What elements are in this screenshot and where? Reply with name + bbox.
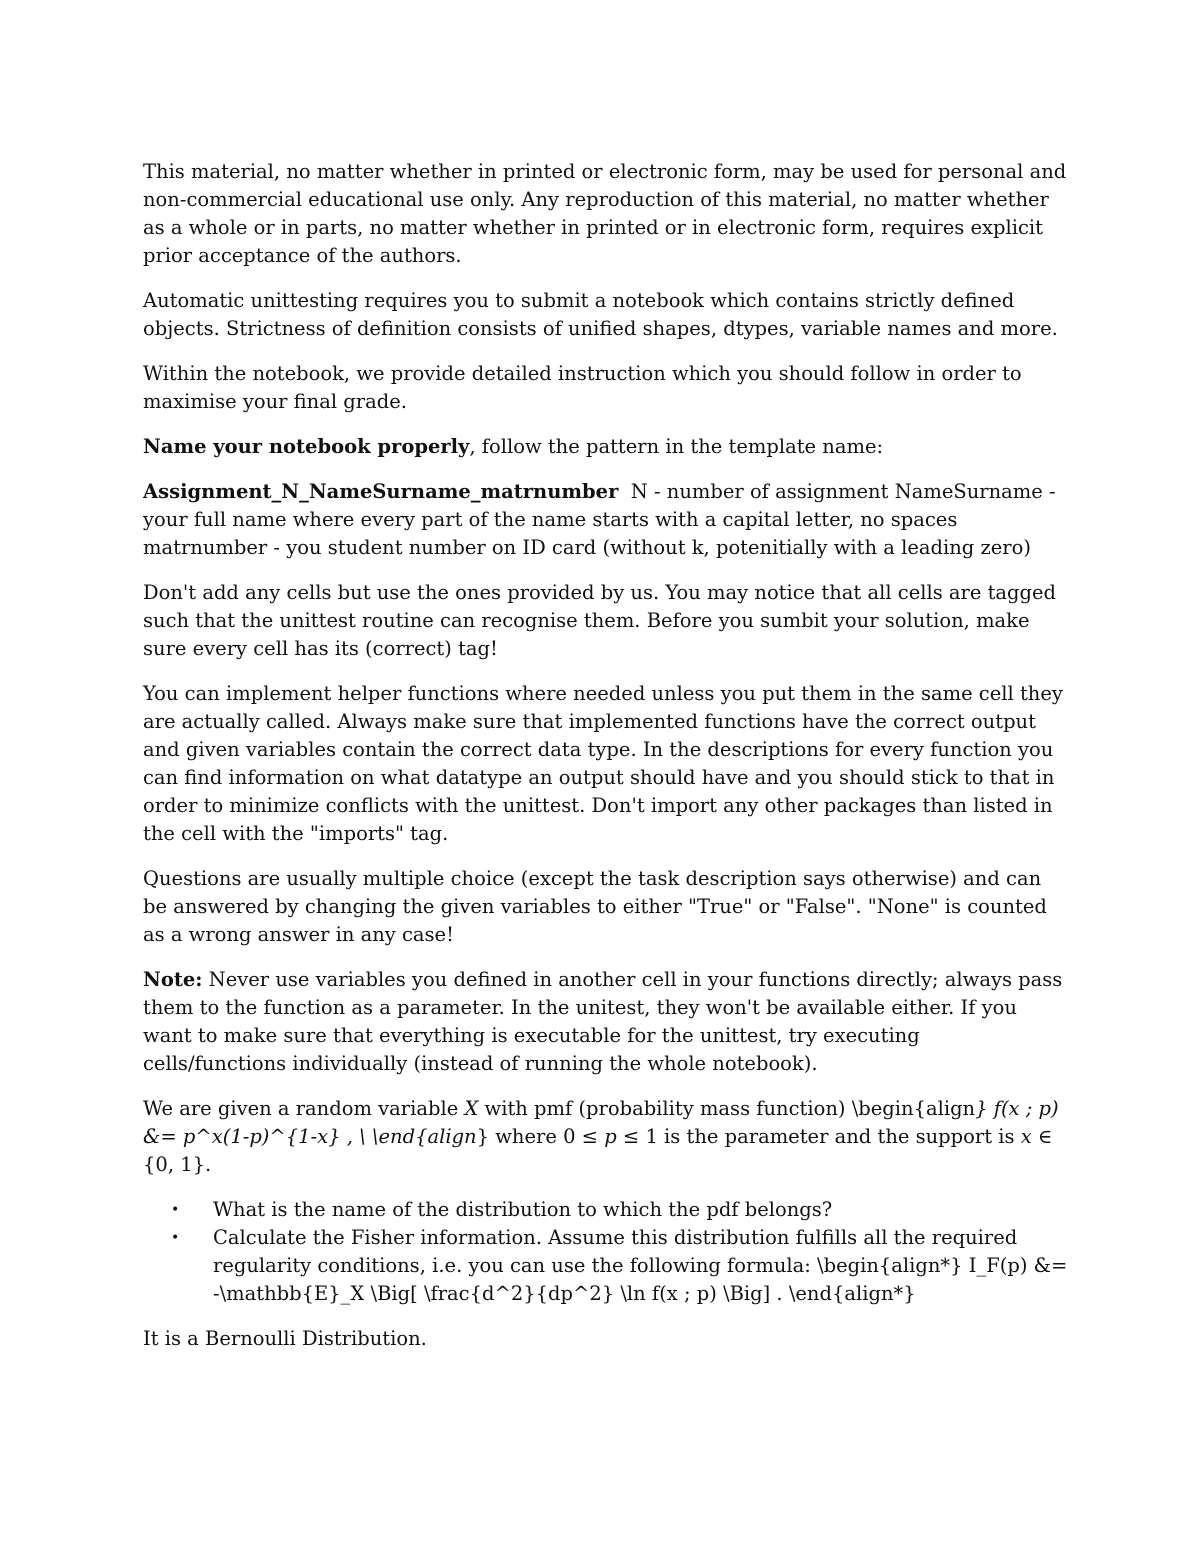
task-text-1: We are given a random variable bbox=[143, 1097, 465, 1120]
note-paragraph bbox=[143, 966, 1068, 1078]
list-item bbox=[143, 1224, 1068, 1308]
unittesting-paragraph: Automatic unittesting requires you to submit a notebook which contains strictly defined objects. Strictness of definition consists of unified shapes, dtypes, variable names and more. bbox=[143, 289, 1058, 340]
list-item bbox=[143, 1196, 1068, 1224]
naming-bold-text: Name your notebook properly bbox=[143, 435, 470, 458]
document-page bbox=[143, 158, 1068, 1370]
naming-text: , follow the pattern in the template name: bbox=[469, 435, 884, 458]
task-math-p: p bbox=[604, 1125, 617, 1148]
task-support: ∈ {0, 1}. bbox=[143, 1125, 1053, 1176]
task-text-4: ≤ 1 is the parameter and the support is bbox=[616, 1125, 1021, 1148]
bullet-icon: • bbox=[171, 1202, 180, 1218]
question-list bbox=[143, 1196, 1068, 1308]
questions-paragraph: Questions are usually multiple choice (except the task description says otherwise) and can be answered by changing the given variables to either "True" or "False". "None" is counted as a wrong answer in any case! bbox=[143, 867, 1047, 946]
bullet-icon: • bbox=[171, 1230, 180, 1246]
helpers-paragraph: You can implement helper functions where needed unless you put them in the same cell they are actually called. Always make sure that implemented functions have the correct output and given variables contain the correct data type. In the descriptions for every function you can find information on what datatype an output should have and you should stick to that in order to minimize conflicts with the unittest. Don't import any other packages than listed in the cell with the "imports" tag. bbox=[143, 682, 1063, 845]
task-paragraph bbox=[143, 1095, 1068, 1179]
task-math-x: X bbox=[464, 1097, 479, 1120]
pattern-bold-text: Assignment_N_NameSurname_matrnumber bbox=[143, 480, 619, 503]
task-math-x2: x bbox=[1020, 1125, 1032, 1148]
pattern-paragraph bbox=[143, 478, 1068, 562]
pattern-text: N - number of assignment NameSurname - your full name where every part of the name starts with a capital letter, no spaces matrnumber - you student number on ID card (without k, potenitially with a leading zero) bbox=[143, 480, 1062, 559]
task-formula: } f(x ; p) &= p^x(1-p)^{1-x} , \ \end{align bbox=[143, 1097, 1059, 1148]
cells-paragraph: Don't add any cells but use the ones provided by us. You may notice that all cells are tagged such that the unittest routine can recognise them. Before you sumbit your solution, make sure every cell has its (correct) tag! bbox=[143, 581, 1057, 660]
task-text-2: with pmf (probability mass function) \begin{align bbox=[478, 1097, 976, 1120]
note-bold-text: Note: bbox=[143, 968, 203, 991]
task-text-3: } where 0 ≤ bbox=[476, 1125, 605, 1148]
list-item-text: What is the name of the distribution to which the pdf belongs? bbox=[213, 1198, 833, 1221]
answer-paragraph: It is a Bernoulli Distribution. bbox=[143, 1327, 427, 1350]
list-item-text: Calculate the Fisher information. Assume this distribution fulfills all the required regularity conditions, i.e. you can use the following formula: \begin{align*} I_F(p) &= -\mathbb{E}_X \Big[ \frac{d^2}{dp^2} \ln f(x ; p) \Big] . \end{align*} bbox=[213, 1226, 1068, 1305]
note-text: Never use variables you defined in another cell in your functions directly; always pass them to the function as a parameter. In the unitest, they won't be available either. If you want to make sure that everything is executable for the unittest, try executing cells/functions individually (instead of running the whole notebook). bbox=[143, 968, 1063, 1075]
instructions-paragraph: Within the notebook, we provide detailed instruction which you should follow in order to maximise your final grade. bbox=[143, 362, 1022, 413]
naming-paragraph bbox=[143, 433, 1068, 461]
copyright-paragraph: This material, no matter whether in printed or electronic form, may be used for personal and non-commercial educational use only. Any reproduction of this material, no matter whether as a whole or in parts, no matter whether in printed or in electronic form, requires explicit prior acceptance of the authors. bbox=[143, 160, 1067, 267]
